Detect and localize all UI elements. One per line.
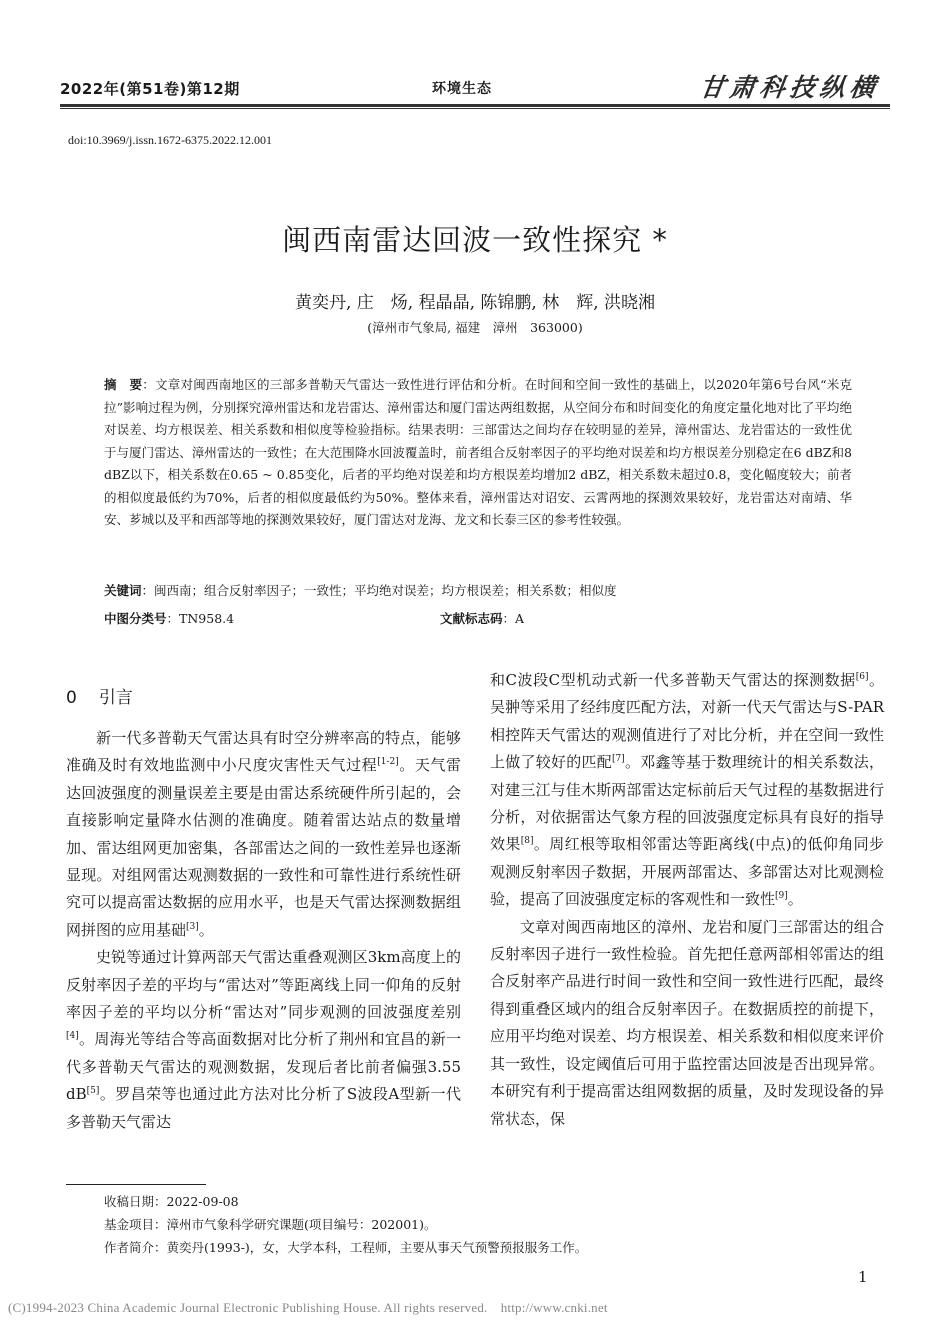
classification-value: TN958.4 xyxy=(179,611,235,626)
abstract-label: 摘 要 xyxy=(104,377,143,392)
document-code: 文献标志码：A xyxy=(440,611,525,626)
paper-title: 闽西南雷达回波一致性探究 * xyxy=(282,223,668,257)
footnote-rule xyxy=(66,1184,206,1185)
section-number: 0 xyxy=(66,688,77,708)
left-column xyxy=(66,725,461,1136)
citation: [3] xyxy=(186,921,199,932)
keywords: 关键词：闽西南；组合反射率因子；一致性；平均绝对误差；均方根误差；相关系数；相似度 xyxy=(104,583,617,598)
citation: [8] xyxy=(520,836,534,847)
paragraph: 史锐等通过计算两部天气雷达重叠观测区3km高度上的反射率因子差的平均与“雷达对”等距离线上同一仰角的反射率因子差的平均以分析“雷达对”同步观测的回波强度差别[4]。周海光等结合等高面数据对比分析了荆州和宜昌的新一代多普勒天气雷达的观测数据，发现后者比前者偏强3.55 dB[5]。罗昌荣等也通过此方法对比分析了S波段A型新一代多普勒天气雷达 xyxy=(66,948,461,1131)
classification-label: 中图分类号 xyxy=(104,611,167,626)
footnote-fund: 基金项目：漳州市气象科学研究课题(项目编号：202001)。 xyxy=(104,1217,437,1232)
header-rule xyxy=(60,104,890,107)
citation: [6] xyxy=(855,672,869,682)
keywords-label: 关键词 xyxy=(104,583,142,598)
section-heading xyxy=(66,683,133,708)
page-number: 1 xyxy=(858,1268,868,1286)
citation: [5] xyxy=(86,1086,100,1097)
header-rule-thin xyxy=(60,108,890,109)
doi: doi:10.3969/j.issn.1672-6375.2022.12.001 xyxy=(68,133,273,147)
journal-logo: 甘肃科技纵横 xyxy=(697,73,882,102)
section-label: 环境生态 xyxy=(432,81,492,97)
abstract-text: 文章对闽西南地区的三部多普勒天气雷达一致性进行评估和分析。在时间和空间一致性的基础上，以2020年第6号台风“米克拉”影响过程为例，分别探究漳州雷达和龙岩雷达、漳州雷达和厦门雷达两组数据，从空间分布和时间变化的角度定量化地对比了平均绝对误差、均方根误差、相关系数和相似度等检验指标。结果表明：三部雷达之间均存在较明显的差异，漳州雷达、龙岩雷达的一致性优于与厦门雷达、漳州雷达的一致性；在大范围降水回波覆盖时，前者组合反射率因子的平均绝对误差和均方根误差分别稳定在6 dBZ和8 dBZ以下，相关系数在0.65 ~ 0.85变化，后者的平均绝对误差和均方根误差均增加2 dBZ，相关系数未超过0.8，变化幅度较大；前者的相似度最低约为70%，后者的相似度最低约为50%。整体来看，漳州雷达对诏安、云霄两地的探测效果较好，龙岩雷达对南靖、华安、芗城以及平和西部等地的探测效果较好，厦门雷达对龙海、龙文和长泰三区的参考性较强。 xyxy=(104,377,852,527)
keywords-text: 闽西南；组合反射率因子；一致性；平均绝对误差；均方根误差；相关系数；相似度 xyxy=(154,583,617,598)
citation: [7] xyxy=(612,754,625,765)
classification-number: 中图分类号：TN958.4 xyxy=(104,611,235,626)
right-column xyxy=(490,667,884,1133)
section-title: 引言 xyxy=(98,688,133,708)
paragraph: 新一代多普勒天气雷达具有时空分辨率高的特点，能够准确及时有效地监测中小尺度灾害性天气过程[1-2]。天气雷达回波强度的测量误差主要是由雷达系统硬件所引起的，会直接影响定量降水估测的准确度。随着雷达站点的数量增加、雷达组网更加密集，各部雷达之间的一致性差异也逐渐显现。对组网雷达观测数据的一致性和可靠性进行系统性研究可以提高雷达数据的应用水平，也是天气雷达探测数据组网拼图的应用基础[3]。 xyxy=(66,729,461,939)
citation: [9] xyxy=(775,891,788,902)
document-code-label: 文献标志码 xyxy=(440,611,503,626)
citation: [1-2] xyxy=(377,757,399,768)
affiliation: (漳州市气象局, 福建 漳州 363000) xyxy=(367,320,583,335)
paragraph: 文章对闽西南地区的漳州、龙岩和厦门三部雷达的组合反射率因子进行一致性检验。首先把任意两部相邻雷达的组合反射率产品进行时间一致性和空间一致性进行匹配，最终得到重叠区域内的组合反射率因子。在数据质控的前提下，应用平均绝对误差、均方根误差、相关系数和相似度来评价其一致性，设定阈值后可用于监控雷达回波是否出现异常。本研究有利于提高雷达组网数据的质量，及时发现设备的异常状态，保 xyxy=(490,917,884,1128)
abstract: 摘 要：文章对闽西南地区的三部多普勒天气雷达一致性进行评估和分析。在时间和空间一致性的基础上，以2020年第6号台风“米克拉”影响过程为例，分别探究漳州雷达和龙岩雷达、漳州雷达和厦门雷达两组数据，从空间分布和时间变化的角度定量化地对比了平均绝对误差、均方根误差、相关系数和相似度等检验指标。结果表明：三部雷达之间均存在较明显的差异，漳州雷达、龙岩雷达的一致性优于与厦门雷达、漳州雷达的一致性；在大范围降水回波覆盖时，前者组合反射率因子的平均绝对误差和均方根误差分别稳定在6 dBZ和8 dBZ以下，相关系数在0.65 ~ 0.85变化，后者的平均绝对误差和均方根误差均增加2 dBZ，相关系数未超过0.8，变化幅度较大；前者的相似度最低约为70%，后者的相似度最低约为50%。整体来看，漳州雷达对诏安、云霄两地的探测效果较好，龙岩雷达对南靖、华安、芗城以及平和西部等地的探测效果较好，厦门雷达对龙海、龙文和长泰三区的参考性较强。 xyxy=(104,377,852,527)
footnote-author: 作者简介：黄奕丹(1993-)，女，大学本科，工程师，主要从事天气预警预报服务工作。 xyxy=(104,1240,588,1255)
authors: 黄奕丹, 庄 炀, 程晶晶, 陈锦鹏, 林 辉, 洪晓湘 xyxy=(294,293,656,313)
paragraph: 和C波段C型机动式新一代多普勒天气雷达的探测数据[6]。吴翀等采用了经纬度匹配方法，对新一代天气雷达与S-PAR相控阵天气雷达的观测值进行了对比分析，并在空间一致性上做了较好的匹配[7]。邓鑫等基于数理统计的相关系数法，对建三江与佳木斯两部雷达定标前后天气过程的基数据进行分析，对依据雷达气象方程的回波强度定标具有良好的指导效果[8]。周红根等取相邻雷达等距离线(中点)的低仰角同步观测反射率因子数据，开展两部雷达、多部雷达对比观测检验，提高了回波强度定标的客观性和一致性[9]。 xyxy=(490,671,884,909)
footnote-received: 收稿日期：2022-09-08 xyxy=(104,1194,239,1209)
copyright-watermark: (C)1994-2023 China Academic Journal Electronic Publishing House. All rights reserved. http://www.cnki.net xyxy=(8,1300,608,1315)
citation: [4] xyxy=(66,1031,79,1042)
document-code-value: A xyxy=(515,611,525,626)
journal-issue: 2022年(第51卷)第12期 xyxy=(60,80,240,98)
